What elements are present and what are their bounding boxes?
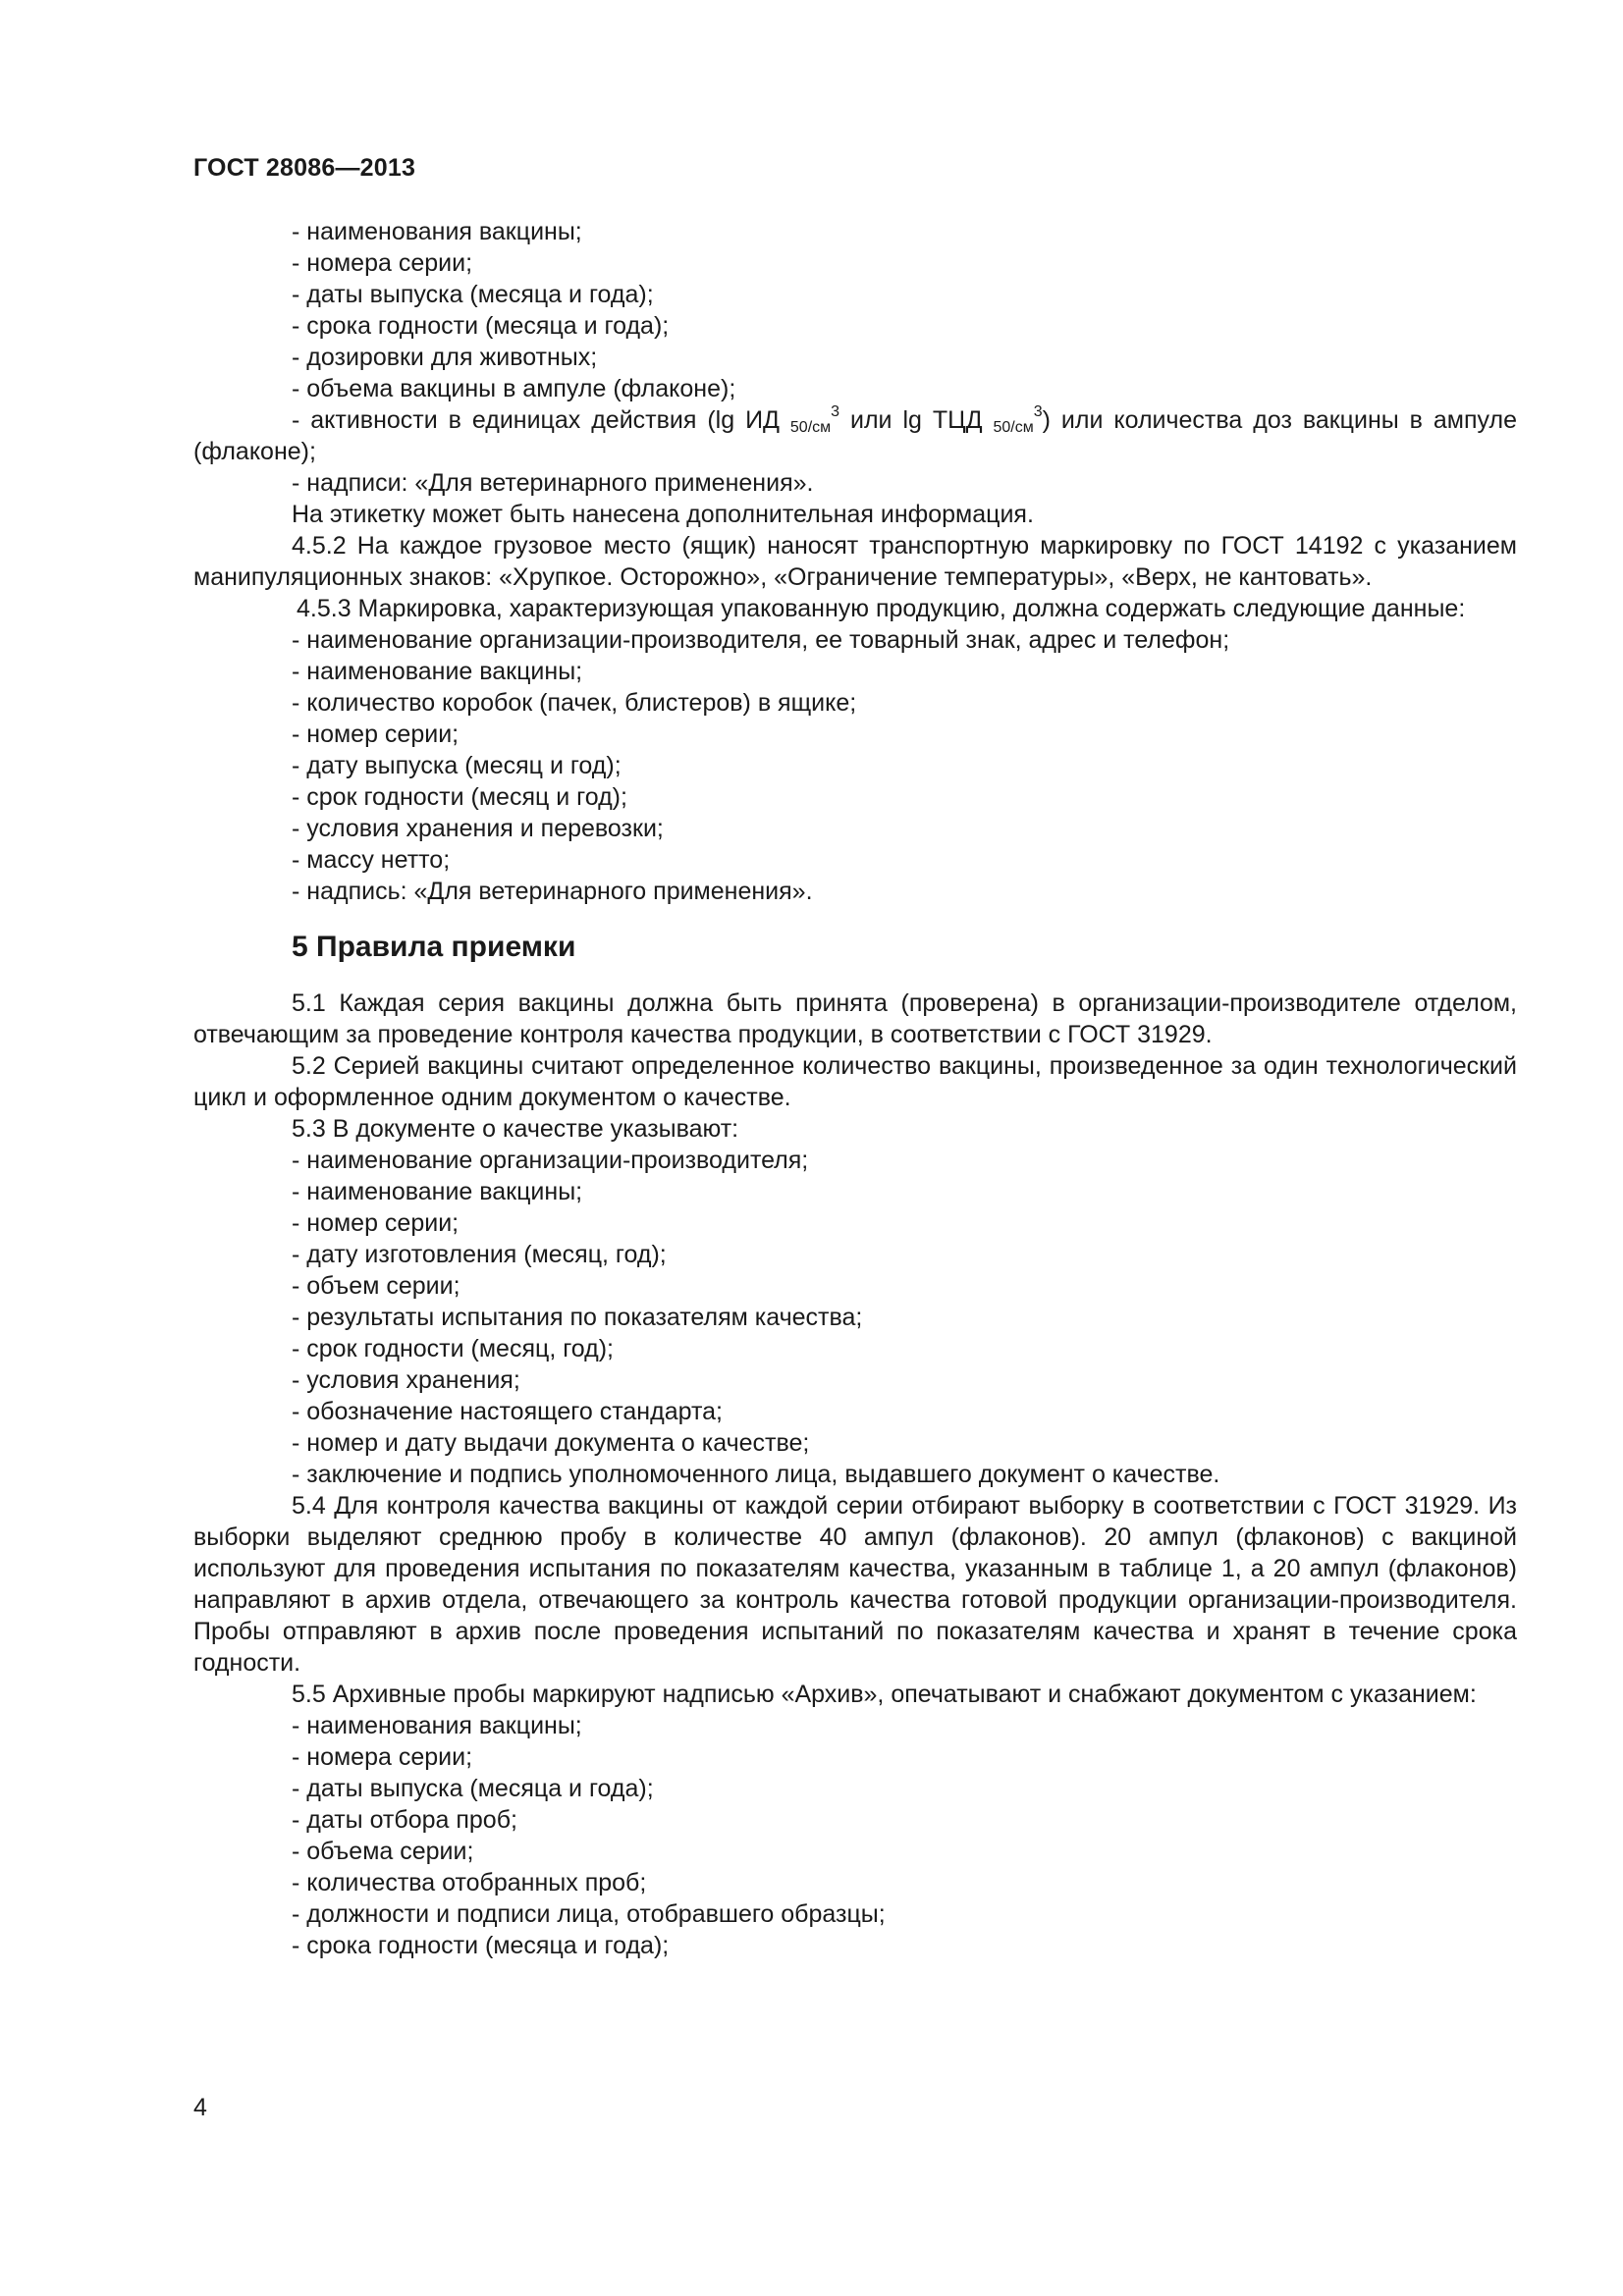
paragraph-5-4: 5.4 Для контроля качества вакцины от каждой серии отбирают выборку в соответствии с ГОСТ 31929. Из выборки выделяют среднюю пробу в количестве 40 ампул (флаконов). 20 ампул (флаконов) с вакциной используют для проведения испытания по показателям качества, указанным в таблице 1, а 20 ампул (флаконов) направляют в архив отдела, отвечающего за контроль качества готовой продукции организации-производителя. Пробы отправляют в архив после проведения испытаний по показателям качества и хранят в течение срока годности. [193,1492,1517,1677]
list-item: - дозировки для животных; [292,344,598,371]
list-item: - даты выпуска (месяца и года); [292,281,654,308]
list-item: - количества отобранных проб; [292,1869,647,1896]
list-item: - условия хранения; [292,1366,520,1394]
list-item: - количество коробок (пачек, блистеров) в ящике; [292,689,857,717]
paragraph-label-extra: На этикетку может быть нанесена дополнительная информация. [292,501,1034,528]
list-item: - номер и дату выдачи документа о качестве; [292,1429,810,1457]
list-item: - дату выпуска (месяц и год); [292,752,622,779]
list-item: - наименование организации-производителя, ее товарный знак, адрес и телефон; [292,626,1230,654]
list-item: - наименования вакцины; [292,1712,582,1739]
list-item: - срока годности (месяца и года); [292,1932,670,1959]
list-item: - массу нетто; [292,846,451,874]
activity-unit-1: 50/см [789,419,832,436]
list-item: - дату изготовления (месяц, год); [292,1241,667,1268]
list-item: - надпись: «Для ветеринарного применения». [292,878,813,905]
list-item: - номера серии; [292,249,473,277]
list-item: - наименование организации-производителя; [292,1147,809,1174]
list-item: - надписи: «Для ветеринарного применения». [292,469,814,497]
list-item: - номер серии; [292,721,460,748]
list-item: - заключение и подпись уполномоченного лица, выдавшего документ о качестве. [292,1461,1220,1488]
activity-exponent-1: 3 [831,403,840,420]
activity-text-2: или lg ТЦД [839,406,994,434]
list-item: - даты отбора проб; [292,1806,517,1834]
paragraph-5-1: 5.1 Каждая серия вакцины должна быть принята (проверена) в организации-производителе отделом, отвечающим за проведение контроля качества продукции, в соответствии с ГОСТ 31929. [193,989,1517,1048]
activity-unit-2: 50/см [993,419,1034,436]
paragraph-4-5-3: 4.5.3 Маркировка, характеризующая упакованную продукцию, должна содержать следующие данные: [297,595,1466,622]
list-item: - номер серии; [292,1209,460,1237]
list-item: - срок годности (месяц, год); [292,1335,614,1362]
activity-text-1: - активности в единицах действия (lg ИД [292,406,790,434]
list-item: - объема серии; [292,1838,474,1865]
standard-code: ГОСТ 28086—2013 [193,154,416,182]
page-number: 4 [193,2094,207,2121]
list-item: - объема вакцины в ампуле (флаконе); [292,375,736,402]
activity-exponent-2: 3 [1033,403,1043,420]
list-item: - наименование вакцины; [292,1178,583,1205]
list-item: - срок годности (месяц и год); [292,783,627,811]
list-item: - срока годности (месяца и года); [292,312,670,340]
paragraph-5-2: 5.2 Серией вакцины считают определенное количество вакцины, произведенное за один технологический цикл и оформленное одним документом о качестве. [193,1052,1517,1111]
document-body [193,216,1517,1961]
list-item: - объем серии; [292,1272,460,1300]
activity-text-3: ) или количества доз вакцины в ампуле (флаконе); [193,406,1517,465]
list-item: - должности и подписи лица, отобравшего образцы; [292,1900,886,1928]
section-title: 5 Правила приемки [292,931,576,963]
paragraph-5-3: 5.3 В документе о качестве указывают: [292,1115,739,1143]
list-item: - даты выпуска (месяца и года); [292,1775,654,1802]
list-item: - результаты испытания по показателям качества; [292,1304,863,1331]
list-item: - наименование вакцины; [292,658,583,685]
list-item: - обозначение настоящего стандарта; [292,1398,723,1425]
activity-list-item [193,404,1517,467]
paragraph-4-5-2: 4.5.2 На каждое грузовое место (ящик) наносят транспортную маркировку по ГОСТ 14192 с указанием манипуляционных знаков: «Хрупкое. Осторожно», «Ограничение температуры», «Верх, не кантовать». [193,532,1517,591]
list-item: - наименования вакцины; [292,218,582,245]
paragraph-5-5: 5.5 Архивные пробы маркируют надписью «Архив», опечатывают и снабжают документом с указанием: [292,1681,1477,1708]
list-item: - условия хранения и перевозки; [292,815,664,842]
list-item: - номера серии; [292,1743,473,1771]
